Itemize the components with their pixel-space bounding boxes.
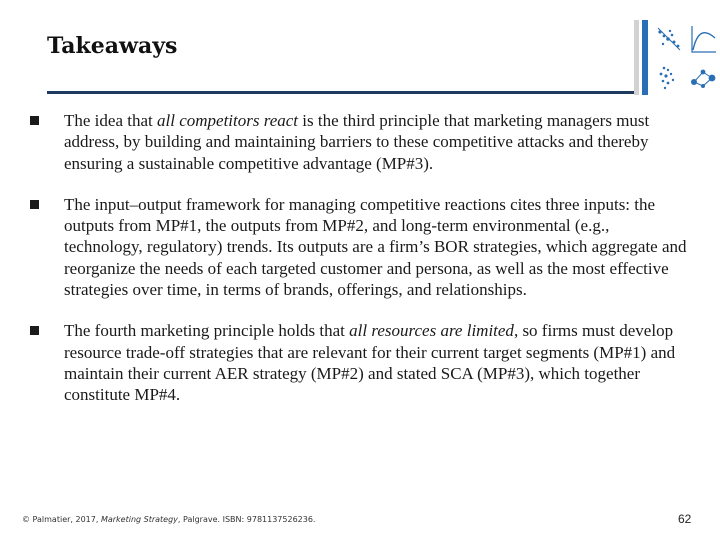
dotted-cluster-icon	[654, 60, 684, 94]
bullet-text-lead: The input–output framework for managing competitive reactions cites three inputs: the outputs from MP#1, the outputs from MP#2, and long-term environmental (e.g., technology, regulatory) trends. Its outputs are a firm’s BOR strategies, which aggregate and reorganize the needs of each targeted customer and persona, as well as the most effective strategies over time, in terms of brands, offerings, and relationships.	[64, 194, 687, 300]
slide-title: Takeaways	[47, 33, 178, 59]
bullet-text-tail: , so firms must develop resource trade-off strategies that are relevant for their current target segments (MP#1) and maintain their current AER strategy (MP#2) and stated SCA (MP#3), which together constitute MP#4.	[64, 321, 676, 405]
citation-lead: © Palmatier, 2017,	[22, 515, 101, 524]
bullet-text-lead: The idea that	[64, 111, 157, 130]
network-nodes-icon	[688, 60, 718, 94]
page-number: 62	[678, 512, 692, 526]
list-item	[30, 320, 690, 405]
title-divider-cap-light	[634, 20, 639, 95]
bullet-text-tail: is the third principle that marketing managers must address, by building and maintaining barriers to these competitive attacks and thereby ensuring a sustainable competitive advantage (MP#3).	[64, 111, 650, 173]
citation-tail: , Palgrave. ISBN: 9781137526236.	[177, 515, 316, 524]
logo-graphic	[652, 20, 720, 96]
title-divider	[47, 91, 634, 94]
scatter-plot-icon	[654, 22, 684, 56]
bullet-text-emphasis: all competitors react	[157, 111, 299, 130]
line-curve-icon	[688, 22, 718, 56]
bullet-marker	[30, 326, 39, 335]
takeaways-list	[30, 110, 690, 406]
bullet-text-emphasis: all resources are limited	[349, 321, 514, 341]
list-item	[30, 110, 690, 174]
citation-book-title: Marketing Strategy	[100, 515, 178, 524]
title-divider-cap-dark	[642, 20, 648, 95]
list-item	[30, 194, 690, 300]
bullet-marker	[30, 200, 39, 209]
citation-footer	[22, 515, 315, 524]
bullet-marker	[30, 116, 39, 125]
bullet-text-lead: The fourth marketing principle holds that	[64, 321, 350, 341]
